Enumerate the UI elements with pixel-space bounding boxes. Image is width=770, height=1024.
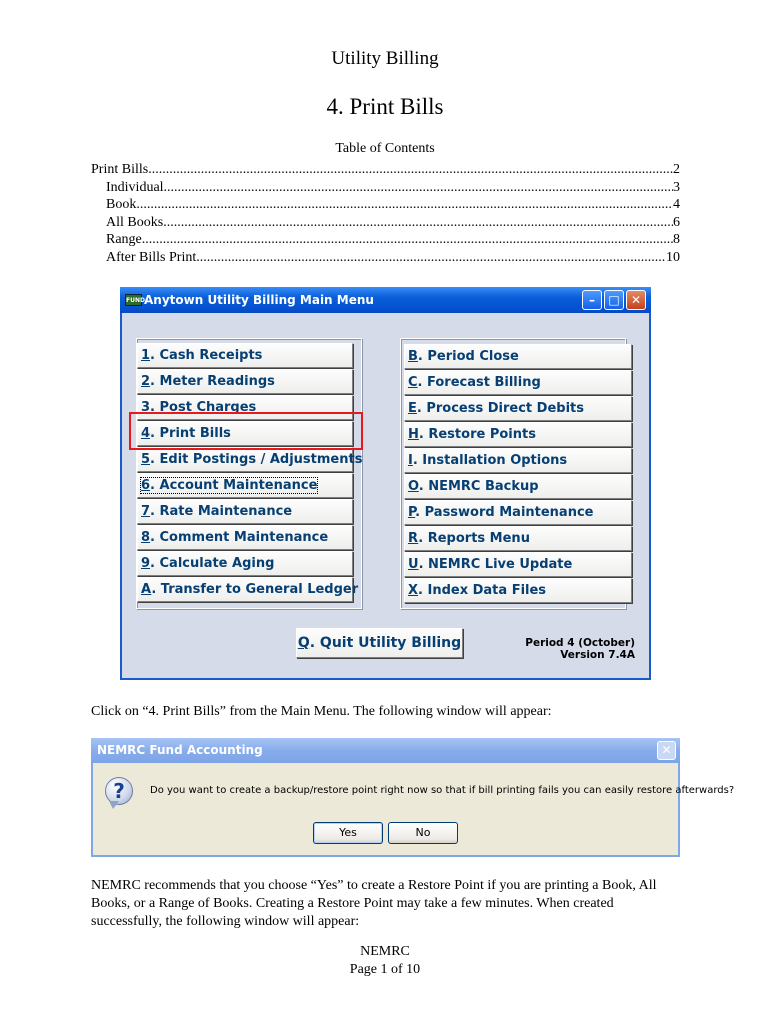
recommendation-paragraph: NEMRC recommends that you choose “Yes” to create a Restore Point if you are printing a Book, All Books, or a Range of Books. Creating a Restore Point may take a few minutes. When created successfully, the following window will appear: [91,878,657,929]
hotkey: U [408,557,419,572]
menu-button-period-close[interactable] [404,344,632,369]
menu-button-label: . Post Charges [150,400,257,415]
toc-entry-page: 2 [673,162,680,177]
menu-button-calculate-aging[interactable] [137,551,353,576]
menu-button-label: . Index Data Files [418,583,547,598]
menu-button-label: . Transfer to General Ledger [151,582,359,597]
hotkey: A [141,582,152,597]
hotkey: Q [297,635,310,651]
menu-button-label: . Period Close [417,349,519,364]
menu-button-cash-receipts[interactable] [137,343,353,368]
menu-button-label: . Forecast Billing [417,375,541,390]
toc-entry-label: Individual [106,179,164,195]
menu-button-label: . NEMRC Live Update [418,557,573,572]
question-icon-tail [109,801,119,809]
dialog-message: Do you want to create a backup/restore point right now so that if bill printing fails you can easily restore afterwards? [150,785,735,796]
dialog-title: NEMRC Fund Accounting [97,743,263,757]
question-icon: ? [105,777,133,805]
section-heading: 4. Print Bills [326,94,444,119]
fund-app-icon: FUND [125,294,142,306]
quit-utility-billing-button[interactable] [296,628,463,658]
menu-button-label: . Process Direct Debits [416,401,584,416]
toc-entry-label: All Books [106,214,164,230]
toc-entry-page: 10 [666,249,680,265]
nemrc-confirm-dialog [91,738,735,857]
close-button[interactable] [626,290,646,310]
menu-button-label: . Restore Points [418,427,536,442]
menu-button-label: . Password Maintenance [415,505,594,520]
menu-button-edit-postings[interactable] [137,447,363,472]
hotkey: 4 [141,426,151,441]
menu-button-transfer-gl[interactable] [137,577,359,602]
hotkey: X [408,583,419,598]
hotkey: 9 [141,556,151,571]
minimize-button[interactable] [582,290,602,310]
hotkey: 6 [141,478,151,493]
menu-button-installation-options[interactable] [404,448,632,473]
menu-button-index-data-files[interactable] [404,578,632,603]
print-bills-highlight [129,412,363,450]
hotkey: B [408,349,418,364]
menu-button-label: . Rate Maintenance [150,504,293,519]
menu-button-label: . NEMRC Backup [418,479,539,494]
menu-button-label: . Calculate Aging [150,556,275,571]
toc-entry-label: Range [106,232,142,248]
close-icon: ✕ [661,743,672,757]
footer-page-number: Page 1 of 10 [349,962,421,977]
hotkey: E [408,401,417,416]
toc-entry-individual[interactable] [91,179,680,197]
menu-button-forecast-billing[interactable] [404,370,632,395]
main-menu-title: Anytown Utility Billing Main Menu [144,293,374,307]
menu-button-label: . Print Bills [150,426,231,441]
dialog-titlebar[interactable] [91,738,680,763]
toc-entry-book[interactable] [91,196,680,214]
footer-company: NEMRC [360,944,410,959]
dialog-close-button[interactable] [657,741,676,760]
hotkey: P [408,505,416,520]
toc-entry-label: Book [106,197,137,213]
menu-button-label: . Meter Readings [150,374,275,389]
hotkey: 5 [141,452,151,467]
instruction-paragraph: Click on “4. Print Bills” from the Main Menu. The following window will appear: [91,704,552,719]
toc-title: Table of Contents [335,141,435,156]
toc-entry-page: 4 [673,197,680,213]
maximize-icon: □ [608,293,620,307]
hotkey: 3 [141,400,151,415]
toc-entry-print-bills[interactable] [91,161,680,179]
hotkey: 1 [141,348,151,363]
menu-button-label: . Comment Maintenance [150,530,329,545]
menu-button-label: . Edit Postings / Adjustments [150,452,363,467]
main-menu-titlebar[interactable] [120,287,651,313]
toc-entry-after-bills-print[interactable] [91,249,680,267]
menu-button-label: . Reports Menu [418,531,530,546]
main-menu-window [120,287,651,680]
menu-button-label: . Account Maintenance [150,478,318,493]
menu-button-nemrc-backup[interactable] [404,474,632,499]
menu-button-restore-points[interactable] [404,422,632,447]
hotkey: H [408,427,419,442]
menu-button-label: . Cash Receipts [150,348,263,363]
version-label: Version 7.4A [560,649,635,661]
document-title: Utility Billing [331,48,439,69]
period-label: Period 4 (October) [525,637,635,649]
toc-entry-page: 6 [673,214,680,230]
menu-button-account-maintenance[interactable] [137,473,353,498]
toc-entry-page: 3 [673,179,680,195]
menu-button-password-maintenance[interactable] [404,500,632,525]
toc-entry-all-books[interactable] [91,214,680,232]
hotkey: O [408,479,419,494]
menu-button-process-direct-debits[interactable] [404,396,632,421]
hotkey: R [408,531,419,546]
menu-button-meter-readings[interactable] [137,369,353,394]
toc-entry-range[interactable] [91,231,680,249]
menu-button-rate-maintenance[interactable] [137,499,353,524]
menu-button-comment-maintenance[interactable] [137,525,353,550]
toc-entry-label: Print Bills [91,162,149,177]
menu-button-label: . Installation Options [412,453,568,468]
no-button[interactable]: No [388,822,458,844]
minimize-icon: – [589,293,595,307]
hotkey: 2 [141,374,151,389]
hotkey: 8 [141,530,151,545]
table-of-contents [91,161,680,267]
period-version-info [525,637,635,661]
hotkey: 7 [141,504,151,519]
menu-button-live-update[interactable] [404,552,632,577]
hotkey: I [408,453,413,468]
toc-entry-page: 8 [673,232,680,248]
hotkey: C [408,375,418,390]
quit-button-label: . Quit Utility Billing [309,635,462,651]
maximize-button[interactable] [604,290,624,310]
toc-entry-label: After Bills Print [106,249,197,265]
menu-button-reports-menu[interactable] [404,526,632,551]
yes-button[interactable]: Yes [313,822,383,844]
close-icon: ✕ [630,293,642,307]
